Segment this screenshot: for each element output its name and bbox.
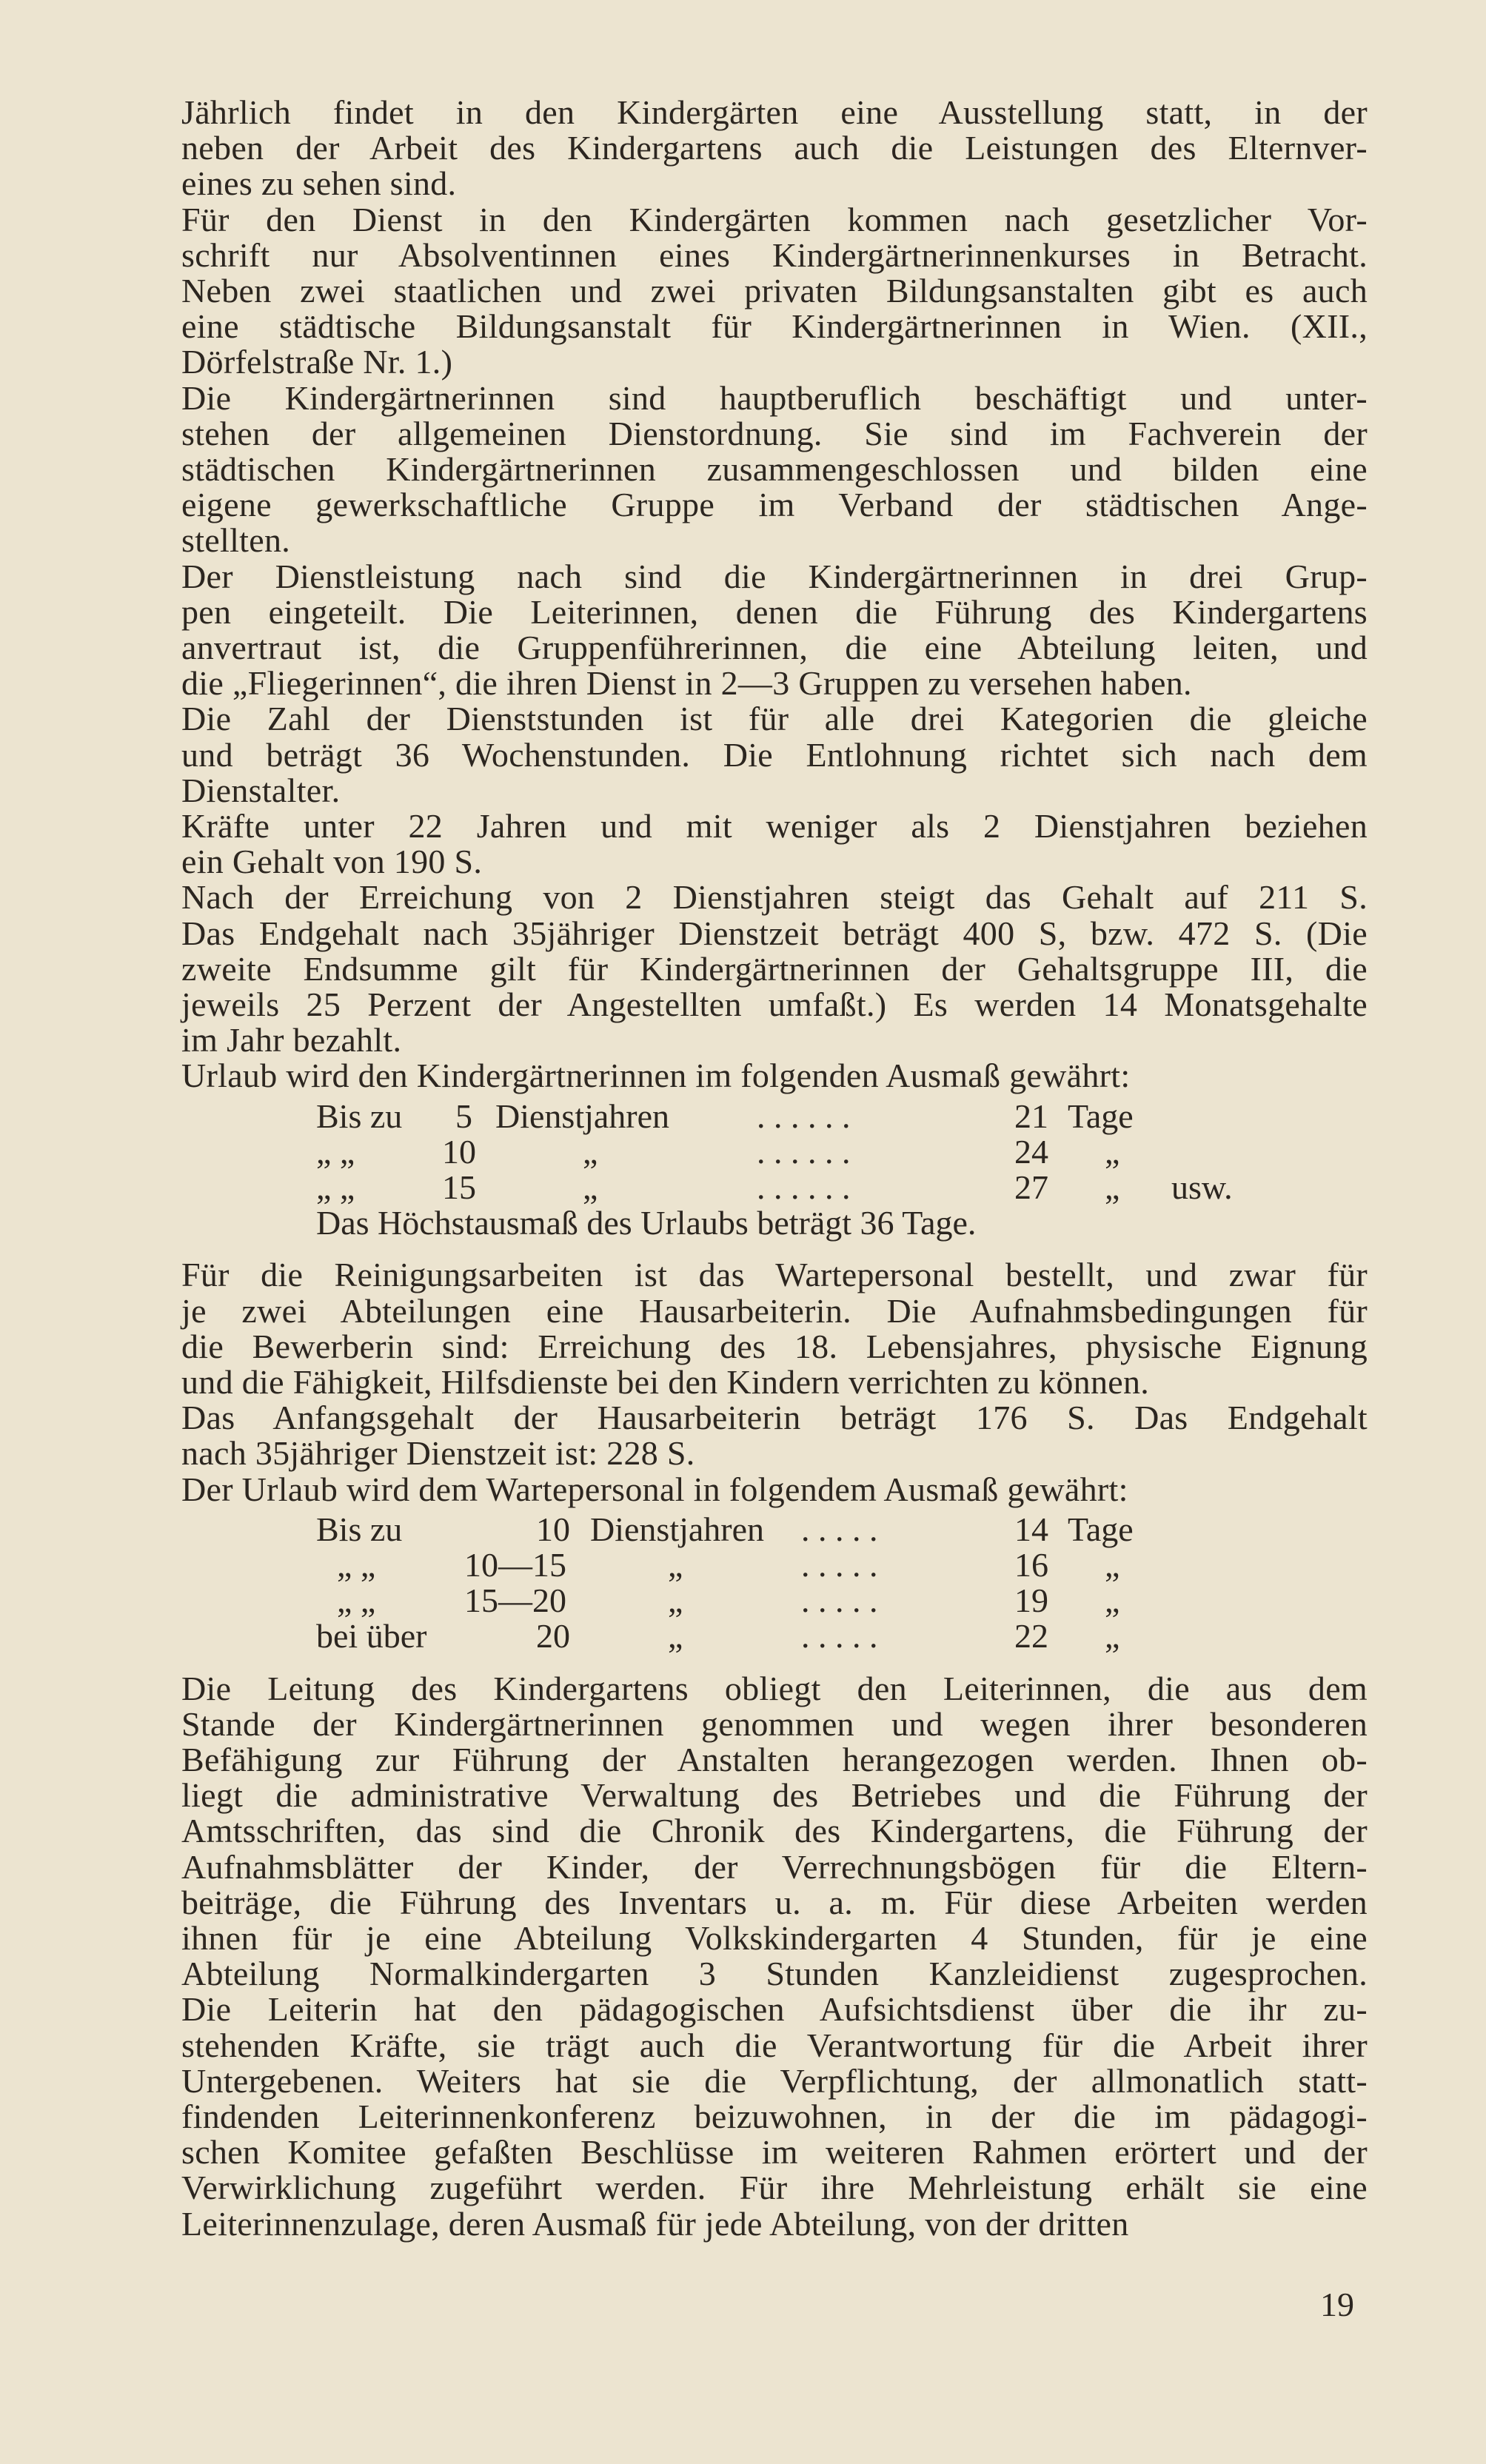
text-line: Das Anfangsgehalt der Hausarbeiterin beträgt 176 S. Das Endgehalt	[181, 1399, 1368, 1437]
text-line: Leiterinnenzulage, deren Ausmaß für jede Abteilung, von der dritten	[181, 2204, 1129, 2243]
paragraph	[101, 1400, 1368, 1471]
table-cell: „	[1105, 1546, 1120, 1584]
text-line: Die Leitung des Kindergartens obliegt den Leiterinnen, die aus dem	[181, 1669, 1368, 1707]
paragraph	[101, 95, 1368, 202]
text-line: stehen der allgemeinen Dienstordnung. Sie sind im Fachverein der	[181, 414, 1368, 452]
table-cell: Tage	[1068, 1510, 1134, 1548]
text-line: städtischen Kindergärtnerinnen zusammengeschlossen und bilden eine	[181, 450, 1368, 489]
table-cell: bei über	[316, 1617, 427, 1656]
table-cell: usw.	[1171, 1168, 1233, 1207]
table-cell: 27	[1014, 1168, 1048, 1207]
table-cell: 21	[1014, 1097, 1048, 1135]
table-cell: 15	[442, 1168, 476, 1207]
table-leader-dots: . . . . . .	[757, 1097, 851, 1135]
text-line: Der Dienstleistung nach sind die Kindergärtnerinnen in drei Grup-	[181, 557, 1368, 595]
table-cell: 16	[1014, 1546, 1048, 1584]
text-line: eigene gewerkschaftliche Gruppe im Verband der städtischen Ange-	[181, 486, 1368, 524]
table-cell: Dienstjahren	[495, 1097, 670, 1135]
paragraph	[101, 1257, 1368, 1400]
text-line: stehenden Kräfte, sie trägt auch die Verantwortung für die Arbeit ihrer	[181, 2026, 1368, 2064]
table-row	[101, 1512, 1368, 1547]
text-line: Für die Reinigungsarbeiten ist das Wartepersonal bestellt, und zwar für	[181, 1256, 1368, 1294]
text-line: Stande der Kindergärtnerinnen genommen und wegen ihrer besonderen	[181, 1704, 1368, 1743]
table-cell: 20	[536, 1617, 570, 1656]
paragraph	[101, 378, 1368, 560]
text-line: beiträge, die Führung des Inventars u. a. m. Für diese Arbeiten werden	[181, 1883, 1368, 1921]
text-line: anvertraut ist, die Gruppenführerinnen, die eine Abteilung leiten, und	[181, 629, 1368, 667]
text-line: jeweils 25 Perzent der Angestellten umfaßt.) Es werden 14 Monatsgehalte	[181, 985, 1368, 1024]
table-leader-dots: . . . . . .	[757, 1168, 851, 1207]
text-line: Abteilung Normalkindergarten 3 Stunden Kanzleidienst zugesprochen.	[181, 1955, 1368, 1993]
text-line: pen eingeteilt. Die Leiterinnen, denen die Führung des Kindergartens	[181, 592, 1368, 631]
table-cell: „	[668, 1546, 683, 1584]
text-line: liegt die administrative Verwaltung des Betriebes und die Führung der	[181, 1776, 1368, 1815]
table-cell: „	[668, 1617, 683, 1656]
text-line: Untergebenen. Weiters hat sie die Verpflichtung, der allmonatlich statt-	[181, 2061, 1368, 2100]
vacation-table-staff	[101, 1512, 1368, 1655]
table-cell: „	[583, 1132, 598, 1171]
paragraph	[101, 808, 1368, 880]
table-leader-dots: . . . . .	[801, 1617, 878, 1656]
table-cell: Tage	[1068, 1097, 1134, 1135]
text-line: eines zu sehen sind.	[181, 164, 457, 203]
table-cell: 5	[455, 1097, 472, 1135]
page-body	[101, 95, 1368, 2242]
table-leader-dots: . . . . .	[801, 1546, 878, 1584]
table-cell: 10	[442, 1132, 476, 1171]
table-row	[101, 1583, 1368, 1618]
table-row	[101, 1134, 1368, 1170]
text-line: Das Endgehalt nach 35jähriger Dienstzeit beträgt 400 S, bzw. 472 S. (Die	[181, 914, 1368, 952]
text-line: ein Gehalt von 190 S.	[181, 843, 483, 881]
table-leader-dots: . . . . .	[801, 1581, 878, 1620]
text-line: Neben zwei staatlichen und zwei privaten Bildungsanstalten gibt es auch	[181, 272, 1368, 310]
text-line: Kräfte unter 22 Jahren und mit weniger als 2 Dienstjahren beziehen	[181, 807, 1368, 846]
text-line: im Jahr bezahlt.	[181, 1021, 402, 1059]
paragraph	[101, 559, 1368, 702]
paragraph	[101, 202, 1368, 381]
table-cell: 19	[1014, 1581, 1048, 1620]
text-line: Für den Dienst in den Kindergärten kommen nach gesetzlicher Vor-	[181, 200, 1368, 238]
section-c	[101, 1671, 1368, 2242]
table-row	[101, 1618, 1368, 1654]
text-line: Dienstalter.	[181, 771, 341, 809]
text-line: Die Leiterin hat den pädagogischen Aufsichtsdienst über die ihr zu-	[181, 1990, 1368, 2029]
table-cell: 10	[536, 1510, 570, 1548]
table-footer-line: Das Höchstausmaß des Urlaubs beträgt 36 Tage.	[316, 1204, 977, 1242]
table-cell: Bis zu	[316, 1097, 403, 1135]
text-line: Nach der Erreichung von 2 Dienstjahren steigt das Gehalt auf 211 S.	[181, 878, 1368, 917]
text-line: Die Zahl der Dienststunden ist für alle drei Kategorien die gleiche	[181, 700, 1368, 738]
table-cell: 15—20	[464, 1581, 566, 1620]
table-row	[101, 1099, 1368, 1134]
table-row	[101, 1170, 1368, 1205]
section-b	[101, 1257, 1368, 1507]
table-cell: 14	[1014, 1510, 1048, 1548]
section-a	[101, 95, 1368, 1094]
table-cell: „ „	[316, 1132, 355, 1171]
text-line: nach 35jähriger Dienstzeit ist: 228 S.	[181, 1434, 695, 1473]
table-cell: 10—15	[464, 1546, 566, 1584]
paragraph	[101, 1058, 1368, 1094]
page-number: 19	[1320, 2286, 1354, 2323]
paragraph	[101, 880, 1368, 1058]
table-cell: 22	[1014, 1617, 1048, 1656]
text-line: und beträgt 36 Wochenstunden. Die Entlohnung richtet sich nach dem	[181, 735, 1368, 774]
text-line: ihnen für je eine Abteilung Volkskindergarten 4 Stunden, für je eine	[181, 1919, 1368, 1958]
text-line: je zwei Abteilungen eine Hausarbeiterin. Die Aufnahmsbedingungen für	[181, 1291, 1368, 1330]
table-leader-dots: . . . . . .	[757, 1132, 851, 1171]
table-cell: Dienstjahren	[590, 1510, 765, 1548]
table-cell: „	[1105, 1168, 1120, 1207]
text-line: Urlaub wird den Kindergärtnerinnen im folgenden Ausmaß gewährt:	[181, 1057, 1131, 1095]
text-line: zweite Endsumme gilt für Kindergärtnerinnen der Gehaltsgruppe III, die	[181, 949, 1368, 988]
text-line: eine städtische Bildungsanstalt für Kindergärtnerinnen in Wien. (XII.,	[181, 307, 1368, 346]
table-leader-dots: . . . . .	[801, 1510, 878, 1548]
table-cell: „	[1105, 1581, 1120, 1620]
table-row	[101, 1547, 1368, 1583]
vacation-table-kindergartners	[101, 1099, 1368, 1242]
text-line: Die Kindergärtnerinnen sind hauptberuflich beschäftigt und unter-	[181, 378, 1368, 417]
table-cell: „	[1105, 1132, 1120, 1171]
table-cell: Bis zu	[316, 1510, 403, 1548]
text-line: die Bewerberin sind: Erreichung des 18. Lebensjahres, physische Eignung	[181, 1327, 1368, 1365]
paragraph	[101, 701, 1368, 808]
text-line: stellten.	[181, 521, 291, 560]
table-cell: „ „	[337, 1546, 376, 1584]
paragraph	[101, 1671, 1368, 2242]
table-cell: 24	[1014, 1132, 1048, 1171]
table-cell: „	[583, 1168, 598, 1207]
text-line: Amtsschriften, das sind die Chronik des Kindergartens, die Führung der	[181, 1812, 1368, 1850]
table-cell: „	[1105, 1617, 1120, 1656]
text-line: Dörfelstraße Nr. 1.)	[181, 343, 453, 381]
text-line: Befähigung zur Führung der Anstalten herangezogen werden. Ihnen ob-	[181, 1741, 1368, 1779]
text-line: schen Komitee gefaßten Beschlüsse im weiteren Rahmen erörtert und der	[181, 2133, 1368, 2172]
text-line: Der Urlaub wird dem Wartepersonal in folgendem Ausmaß gewährt:	[181, 1470, 1128, 1508]
table-cell: „ „	[316, 1168, 355, 1207]
table-cell: „ „	[337, 1581, 376, 1620]
text-line: neben der Arbeit des Kindergartens auch die Leistungen des Elternver-	[181, 129, 1368, 167]
text-line: Verwirklichung zugeführt werden. Für ihre Mehrleistung erhält sie eine	[181, 2169, 1368, 2207]
paragraph	[101, 1472, 1368, 1507]
text-line: und die Fähigkeit, Hilfsdienste bei den Kindern verrichten zu können.	[181, 1363, 1150, 1402]
text-line: findenden Leiterinnenkonferenz beizuwohnen, in der die im pädagogi-	[181, 2098, 1368, 2136]
text-line: Jährlich findet in den Kindergärten eine Ausstellung statt, in der	[181, 93, 1368, 131]
text-line: schrift nur Absolventinnen eines Kindergärtnerinnenkurses in Betracht.	[181, 235, 1368, 274]
table-cell: „	[668, 1581, 683, 1620]
text-line: Aufnahmsblätter der Kinder, der Verrechnungsbögen für die Eltern-	[181, 1847, 1368, 1886]
text-line: die „Fliegerinnen“, die ihren Dienst in 2—3 Gruppen zu versehen haben.	[181, 664, 1192, 703]
